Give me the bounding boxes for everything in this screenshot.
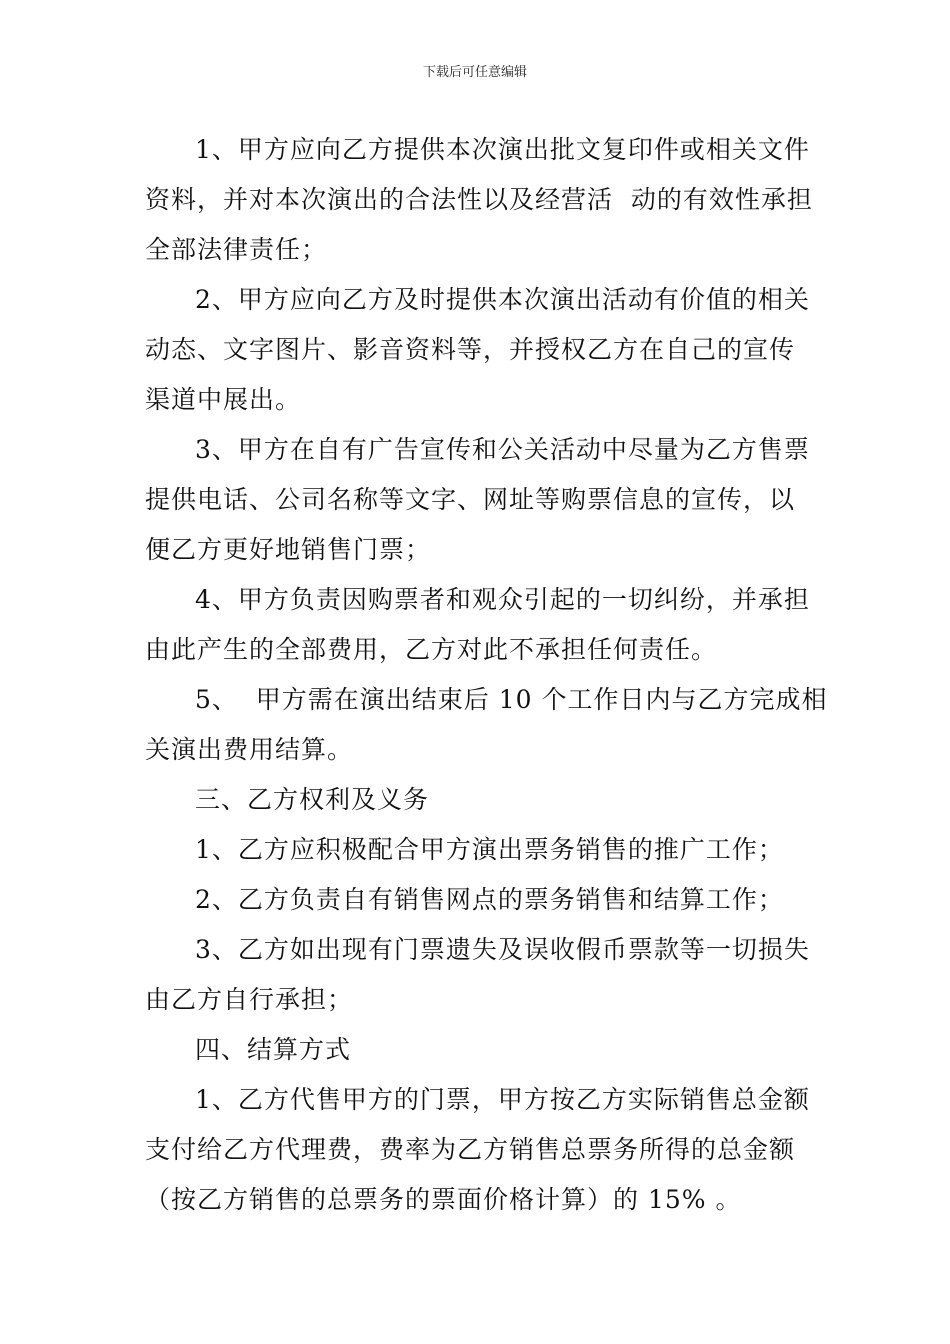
text-line: 资料，并对本次演出的合法性以及经营活 动的有效性承担 bbox=[145, 185, 813, 214]
document-body bbox=[145, 125, 828, 1225]
text-line: 提供电话、公司名称等文字、网址等购票信息的宣传，以 bbox=[145, 485, 796, 514]
text-line: 由乙方自行承担； bbox=[145, 985, 354, 1014]
text-line: 1、乙方应积极配合甲方演出票务销售的推广工作； bbox=[195, 835, 784, 864]
text-line: 四、结算方式 bbox=[195, 1035, 352, 1064]
text-line: 3、乙方如出现有门票遗失及误收假币票款等一切损失 bbox=[195, 935, 810, 964]
text-line: 由此产生的全部费用，乙方对此不承担任何责任。 bbox=[145, 635, 718, 664]
text-line: 支付给乙方代理费，费率为乙方销售总票务所得的总金额 bbox=[145, 1135, 796, 1164]
text-line: 3、甲方在自有广告宣传和公关活动中尽量为乙方售票 bbox=[195, 435, 810, 464]
page-header-note: 下载后可任意编辑 bbox=[422, 65, 527, 80]
text-line: 三、乙方权利及义务 bbox=[195, 785, 430, 814]
text-line: 5、 甲方需在演出结束后 10 个工作日内与乙方完成相 bbox=[195, 685, 828, 714]
text-line: 全部法律责任； bbox=[145, 235, 328, 264]
text-line: 动态、文字图片、影音资料等，并授权乙方在自己的宣传 bbox=[145, 335, 796, 364]
text-line: 关演出费用结算。 bbox=[145, 735, 354, 764]
text-line: 便乙方更好地销售门票； bbox=[145, 535, 432, 564]
text-line: 4、甲方负责因购票者和观众引起的一切纠纷，并承担 bbox=[195, 585, 810, 614]
text-line: 渠道中展出。 bbox=[145, 385, 302, 414]
text-line: 1、乙方代售甲方的门票，甲方按乙方实际销售总金额 bbox=[195, 1085, 810, 1114]
text-line: （按乙方销售的总票务的票面价格计算）的 15% 。 bbox=[145, 1185, 742, 1214]
text-line: 2、乙方负责自有销售网点的票务销售和结算工作； bbox=[195, 885, 784, 914]
text-line: 1、甲方应向乙方提供本次演出批文复印件或相关文件 bbox=[195, 135, 810, 164]
text-line: 2、甲方应向乙方及时提供本次演出活动有价值的相关 bbox=[195, 285, 810, 314]
